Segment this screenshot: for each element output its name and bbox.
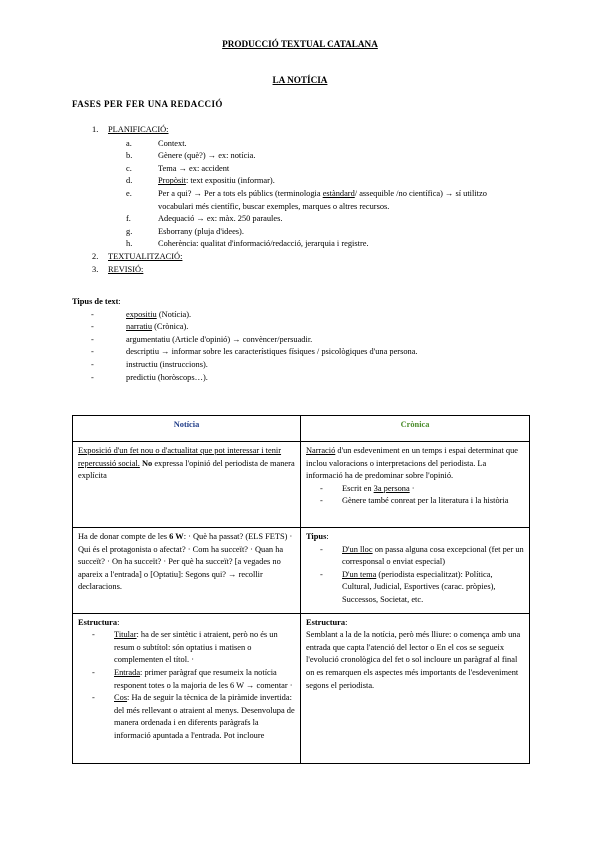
text-type-item: - narratiu (Crònica). (91, 322, 189, 332)
text-type-text: descriptiu → informar sobre les característiques físiques / psicològiques d'una persona. (126, 347, 418, 357)
text-type-lead: narratiu (126, 322, 153, 332)
sub-text: Esborrany (pluja d'idees). (158, 226, 244, 236)
text-type-text: (Crònica). (152, 322, 189, 332)
sub-letter: f. (126, 214, 131, 224)
document-subtitle: LA NOTÍCIA (272, 75, 328, 85)
text-type-item: - expositiu (Notícia). (91, 309, 192, 319)
cell-text: Gènere també conreat per la literatura i la història (342, 496, 509, 506)
cell-heading: Tipus (306, 532, 327, 541)
sub-underlined: estàndard (322, 188, 355, 198)
fases-heading: FASES PER FER UNA REDACCIÓ (72, 99, 223, 109)
cell-underlined: Cos (114, 693, 128, 703)
table-cell (301, 613, 530, 763)
table-row (73, 442, 530, 528)
text-types-section (72, 296, 532, 384)
sub-item (126, 150, 522, 163)
cell-bullet: - D'un tema (periodista especialitzat): Política, Cultural, Judicial, Esportives (carac. pròpies), Successos, Societat, etc. (320, 569, 496, 604)
cell-text: (periodista especialitzat): Política, Cultural, Judicial, Esportives (carac. pròpies), Successos, Societat, etc. (342, 569, 496, 604)
planning-sublist (108, 138, 522, 251)
phases-list (92, 124, 522, 276)
cell-underlined: Titular (114, 630, 137, 640)
table-row (73, 528, 530, 614)
heading-colon: : (118, 297, 121, 306)
cell-text: : Ha de seguir la tècnica de la piràmide invertida: del més rellevant o atraient al menys. Desenvolupa de manera ordenada i en diferents paràgrafs la informació apuntada a l'entrada. Pot incloure (114, 693, 295, 740)
sub-text: Coherència: qualitat d'informació/redacció, jerarquia i registre. (158, 239, 369, 249)
sub-item (126, 138, 522, 151)
cell-text: Narració (306, 446, 336, 455)
text-type-item: - argumentatiu (Article d'opinió) → convèncer/persuadir. (91, 334, 313, 344)
cell-text: : ha de ser sintètic i atraient, però no és un resum o subtítol: són optatius i matisen o complementen el títol. · (114, 630, 278, 665)
phase-label: REVISIÓ: (108, 264, 144, 274)
cell-bullet: - D'un lloc on passa alguna cosa excepcional (fet per un corresponsal o enviat especial) (320, 544, 524, 567)
sub-text: Tema → ex: accident (158, 163, 230, 173)
sub-text: Gènere (què?) → ex: notícia. (158, 151, 256, 161)
sub-letter: h. (126, 239, 133, 249)
sub-letter: e. (126, 188, 132, 198)
sub-letter: a. (126, 138, 132, 148)
text-type-lead: expositiu (126, 309, 157, 319)
cell-underlined: D'un lloc (342, 544, 373, 554)
sub-text: / assequible /no científica) → sí utilitzo vocabulari més científic, buscar exemples, marques o altres recursos. (158, 188, 487, 211)
cell-text: : primer paràgraf que resumeix la notícia responent totes o la majoria de les 6 W → comentar · (114, 667, 293, 690)
header-noticia: Notícia (73, 416, 301, 442)
text-type-item: - instructiu (instruccions). (91, 359, 208, 369)
text-type-text: instructiu (instruccions). (126, 359, 208, 369)
sub-item (126, 163, 522, 176)
cell-text: expressa l'opinió del periodista de manera explícita (78, 458, 295, 481)
phase-item (92, 251, 522, 264)
cell-text: d'un esdeveniment en un temps i espai determinat que inclou valoracions o interpretacions del periodista. La informació ha de predominar sobre l'opinió. (306, 446, 518, 481)
text-type-item: - predictiu (horòscops…). (91, 372, 208, 382)
table-cell (73, 613, 301, 763)
cell-bold: No (139, 458, 153, 468)
phase-item (92, 124, 522, 251)
text-types-heading-label: Tipus de text (72, 297, 119, 306)
text-type-item: - descriptiu → informar sobre les característiques físiques / psicològiques d'una persona. (91, 347, 418, 357)
cell-text: : · Què ha passat? (ELS FETS) · Qui és el protagonista o afectat? · Com ha succeït? · Quan ha succeït? · On ha succeït? · Per què ha succeït? [a vegades no apareix a l'entrada] o [Optatiu]: Segons qui? → recollir declaracions. (78, 532, 293, 592)
text-type-text: argumentatiu (Article d'opinió) → convèncer/persuadir. (126, 334, 313, 344)
sub-item (126, 175, 522, 188)
sub-text: Adequació → ex: màx. 250 paraules. (158, 214, 283, 224)
sub-text: Context. (158, 138, 187, 148)
sub-item (126, 188, 522, 213)
document-title: PRODUCCIÓ TEXTUAL CATALANA (222, 39, 378, 49)
cell-heading: Estructura (306, 617, 346, 627)
cell-underlined: 3a persona (373, 483, 410, 493)
sub-text: : text expositiu (informar). (185, 176, 275, 186)
cell-bullet: - Gènere també conreat per la literatura i la història (320, 496, 509, 506)
cell-text: Escrit en (342, 483, 374, 493)
sub-letter: b. (126, 151, 133, 161)
cell-text: · (409, 483, 415, 493)
cell-bullet: - Cos: Ha de seguir la tècnica de la piràmide invertida: del més rellevant o atraient al menys. Desenvolupa de manera ordenada i en diferents paràgrafs la informació apuntada a l'entrada. Pot incloure (92, 693, 295, 740)
cell-text: on passa alguna cosa excepcional (fet per un corresponsal o enviat especial) (342, 544, 524, 567)
sub-item (126, 213, 522, 226)
cell-text: Exposició d'un fet nou o d'actualitat que pot interessar i tenir repercussió social. (78, 446, 282, 468)
header-cronica: Crònica (301, 416, 530, 442)
sub-lead: Propòsit (158, 176, 186, 186)
table-row (73, 613, 530, 763)
sub-text: Per a qui? → Per a tots els públics (terminologia (158, 188, 323, 198)
cell-bullet: - Entrada: primer paràgraf que resumeix la notícia responent totes o la majoria de les 6 W → comentar · (92, 667, 293, 690)
table-cell (73, 528, 301, 614)
heading-colon: : (326, 532, 329, 541)
sub-letter: g. (126, 226, 133, 236)
cell-underlined: Entrada (114, 667, 141, 677)
phase-number: 3. (92, 264, 99, 274)
cell-text: Semblant a la de la notícia, però més lliure: o comença amb una entrada que capta l'atenció del lector o En el cos se segueix l'evolució cronològica del fet o sol incloure un paràgraf al final on es remarquen els aspectes més importants de l'esdeveniment segons el periodista. (306, 630, 521, 690)
sub-item (126, 226, 522, 239)
comparison-table (72, 415, 530, 764)
table-cell (73, 442, 301, 528)
text-type-text: predictiu (horòscops…). (126, 372, 208, 382)
phase-label: PLANIFICACIÓ: (108, 125, 169, 134)
text-types-heading (72, 296, 532, 309)
phase-number: 1. (92, 125, 99, 134)
cell-heading: Estructura (78, 617, 118, 627)
phase-label: TEXTUALITZACIÓ: (108, 251, 183, 261)
cell-underlined: D'un tema (342, 569, 377, 579)
cell-bullet: - Titular: ha de ser sintètic i atraient, però no és un resum o subtítol: són optatius i matisen o complementen el títol. · (92, 630, 278, 665)
table-cell (301, 442, 530, 528)
sub-item (126, 238, 522, 251)
heading-colon: : (345, 617, 348, 627)
cell-bullet: - Escrit en 3a persona · (320, 483, 415, 493)
sub-letter: d. (126, 176, 133, 186)
table-cell (301, 528, 530, 614)
heading-colon: : (117, 617, 120, 627)
cell-text: Ha de donar compte de les (78, 532, 170, 541)
phase-item (92, 264, 522, 277)
table-header-row (73, 416, 530, 442)
text-type-text: (Notícia). (156, 309, 192, 319)
sub-letter: c. (126, 163, 132, 173)
cell-bold: 6 W (169, 532, 184, 541)
phase-number: 2. (92, 251, 99, 261)
